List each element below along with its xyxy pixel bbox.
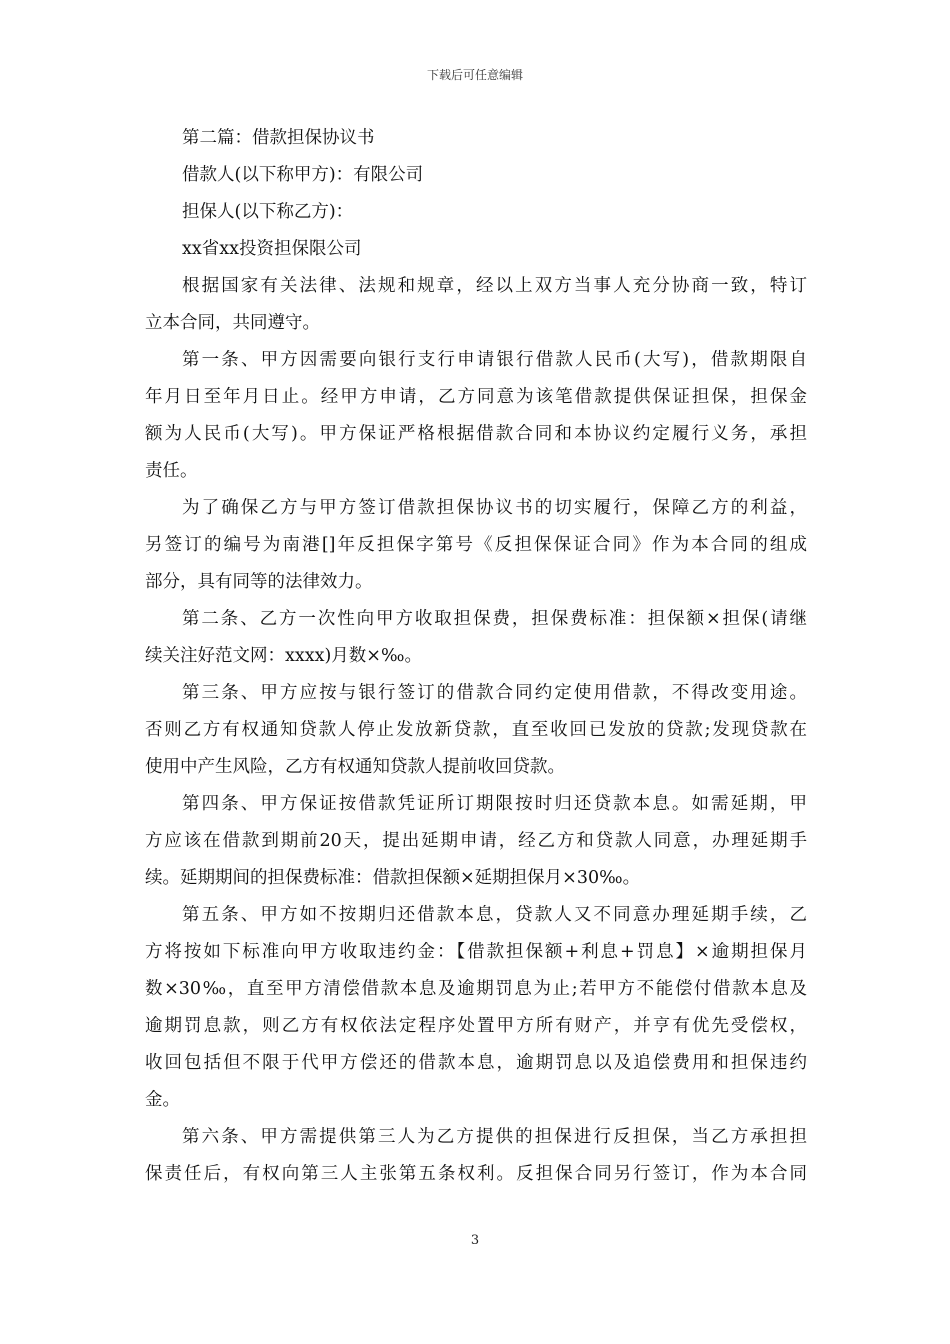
- text-line: 责任。: [145, 461, 198, 481]
- text-line: 第四条、甲方保证按借款凭证所订期限按时归还贷款本息。如需延期，甲: [182, 794, 807, 814]
- text-line: 担保人(以下称乙方)：: [182, 202, 354, 222]
- header-note: 下载后可任意编辑: [426, 68, 523, 82]
- text-line: 金。: [145, 1090, 180, 1110]
- text-line: 根据国家有关法律、法规和规章，经以上双方当事人充分协商一致，特订: [182, 276, 807, 296]
- text-line: 立本合同，共同遵守。: [145, 313, 320, 333]
- page-number: 3: [470, 1233, 480, 1248]
- text-line: 第三条、甲方应按与银行签订的借款合同约定使用借款，不得改变用途。: [182, 683, 807, 703]
- text-line: 第一条、甲方因需要向银行支行申请银行借款人民币(大写)，借款期限自: [182, 350, 807, 370]
- text-line: 否则乙方有权通知贷款人停止发放新贷款，直至收回已发放的贷款;发现贷款在: [145, 720, 807, 740]
- text-line: 数×30‰，直至甲方清偿借款本息及逾期罚息为止;若甲方不能偿付借款本息及: [145, 979, 807, 999]
- text-line: 借款人(以下称甲方)：有限公司: [182, 165, 424, 185]
- text-line: 另签订的编号为南港[]年反担保字第号《反担保保证合同》作为本合同的组成: [145, 535, 807, 555]
- text-line: 年月日至年月日止。经甲方申请，乙方同意为该笔借款提供保证担保，担保金: [145, 387, 807, 407]
- text-line: 保责任后，有权向第三人主张第五条权利。反担保合同另行签订，作为本合同: [145, 1164, 807, 1184]
- text-line: 方应该在借款到期前20天，提出延期申请，经乙方和贷款人同意，办理延期手: [145, 831, 807, 851]
- document-body: [145, 120, 807, 1193]
- text-line: 第五条、甲方如不按期归还借款本息，贷款人又不同意办理延期手续，乙: [182, 905, 807, 925]
- text-line: xx省xx投资担保限公司: [182, 239, 362, 259]
- text-line: 第二篇：借款担保协议书: [182, 128, 375, 148]
- text-line: 收回包括但不限于代甲方偿还的借款本息，逾期罚息以及追偿费用和担保违约: [145, 1053, 807, 1073]
- text-line: 第六条、甲方需提供第三人为乙方提供的担保进行反担保，当乙方承担担: [182, 1127, 807, 1147]
- text-line: 使用中产生风险，乙方有权通知贷款人提前收回贷款。: [145, 757, 565, 777]
- text-line: 部分，具有同等的法律效力。: [145, 572, 373, 592]
- text-line: 续。延期期间的担保费标准：借款担保额×延期担保月×30‰。: [145, 868, 641, 888]
- text-line: 第二条、乙方一次性向甲方收取担保费，担保费标准：担保额×担保(请继: [182, 609, 807, 629]
- text-line: 额为人民币(大写)。甲方保证严格根据借款合同和本协议约定履行义务，承担: [145, 424, 807, 444]
- text-line: 逾期罚息款，则乙方有权依法定程序处置甲方所有财产，并亨有优先受偿权，: [145, 1016, 807, 1036]
- text-line: 方将按如下标准向甲方收取违约金：【借款担保额+利息+罚息】×逾期担保月: [145, 942, 807, 962]
- text-line: 为了确保乙方与甲方签订借款担保协议书的切实履行，保障乙方的利益，: [182, 498, 807, 518]
- text-line: 续关注好范文网：xxxx)月数×‰。: [145, 646, 422, 666]
